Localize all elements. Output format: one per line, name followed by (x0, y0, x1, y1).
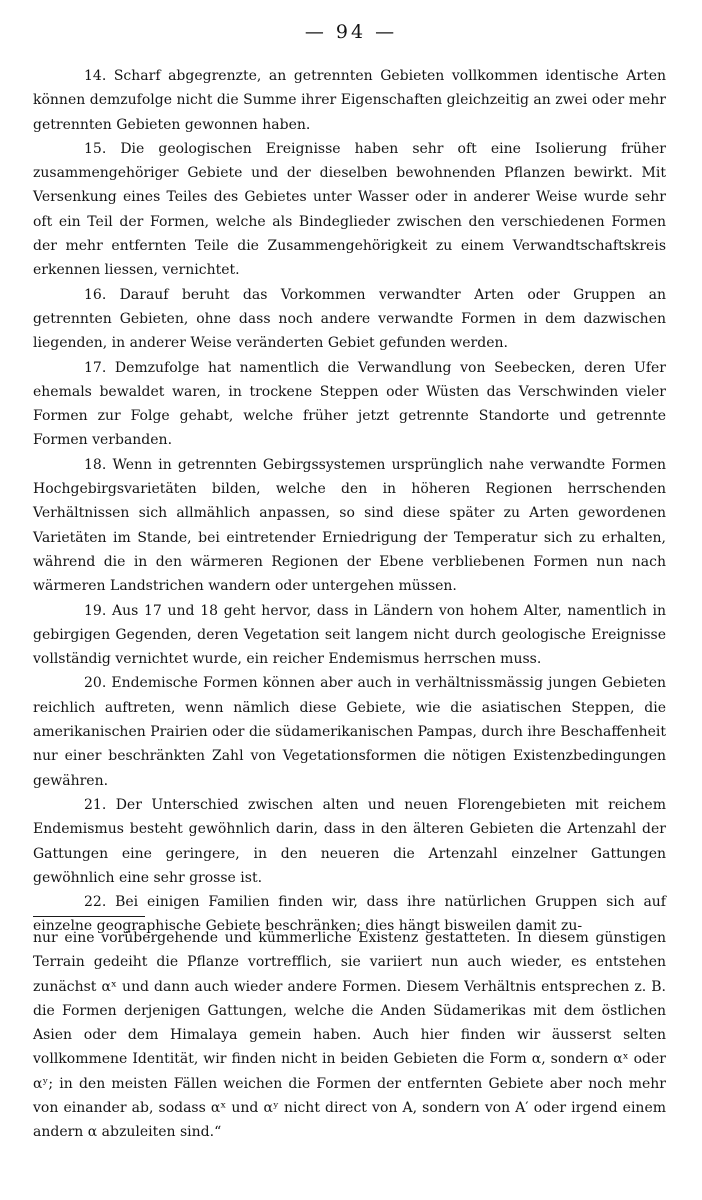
page-number: — 94 — (304, 21, 398, 43)
paragraph-22: 22. Bei einigen Familien finden wir, dass ihre natürlichen Gruppen sich auf einzelne geographische Gebiete beschränken; dies hängt bisweilen damit zu- (33, 894, 666, 935)
paragraph-21: 21. Der Unterschied zwischen alten und neuen Florengebieten mit reichem Endemismus besteht gewöhnlich darin, dass in den älteren Gebieten die Artenzahl der Gattungen eine geringere, in den neueren die Artenzahl einzelner Gattungen gewöhnlich eine sehr grosse ist. (33, 796, 666, 886)
main-text (33, 64, 666, 939)
paragraph-20: 20. Endemische Formen können aber auch in verhältnissmässig jungen Gebieten reichlich auftreten, wenn nämlich diese Gebiete, wie die asiatischen Steppen, die amerikanischen Prairien oder die südamerikanischen Pampas, durch ihre Beschaffenheit nur einer beschränkten Zahl von Vegetationsformen die nötigen Existenzbedingungen gewähren. (33, 675, 666, 789)
footnote-text: nur eine vorübergehende und kümmerliche Existenz gestatteten. In diesem günstigen Terrain gedeiht die Pflanze vortrefflich, sie variiert nun auch wieder, es entstehen zunächst αˣ und dann auch wieder andere Formen. Diesem Verhältnis entsprechen z. B. die Formen derjenigen Gattungen, welche die Anden Südamerikas mit dem östlichen Asien oder dem Himalaya gemein haben. Auch hier finden wir äusserst selten vollkommene Identität, wir finden nicht in beiden Gebieten die Form α, sondern αˣ oder αʸ; in den meisten Fällen weichen die Formen der entfernten Gebiete aber noch mehr von einander ab, sodass αˣ und αʸ nicht direct von A, sondern von A′ oder irgend einem andern α abzuleiten sind.“ (33, 930, 666, 1141)
paragraph-15: 15. Die geologischen Ereignisse haben sehr oft eine Isolierung früher zusammengehöriger Gebiete und der dieselben bewohnenden Pflanzen bewirkt. Mit Versenkung eines Teiles des Gebietes unter Wasser oder in anderer Weise wurde sehr oft ein Teil der Formen, welche als Bindeglieder zwischen den verschiedenen Formen der mehr entfernten Teile die Zusammengehörigkeit zu einem Verwandtschaftskreis erkennen liessen, vernichtet. (33, 140, 666, 279)
paragraph-19: 19. Aus 17 und 18 geht hervor, dass in Ländern von hohem Alter, namentlich in gebirgigen Gegenden, deren Vegetation seit langem nicht durch geologische Ereignisse vollständig vernichtet wurde, ein reicher Endemismus herrschen muss. (33, 602, 666, 668)
paragraph-17: 17. Demzufolge hat namentlich die Verwandlung von Seebecken, deren Ufer ehemals bewaldet waren, in trockene Steppen oder Wüsten das Verschwinden vieler Formen zur Folge gehabt, welche früher jetzt getrennte Standorte und getrennte Formen verbanden. (33, 359, 666, 449)
paragraph-14: 14. Scharf abgegrenzte, an getrennten Gebieten vollkommen identische Arten können demzufolge nicht die Summe ihrer Eigenschaften gleichzeitig an zwei oder mehr getrennten Gebieten gewonnen haben. (33, 68, 666, 133)
paragraph-18: 18. Wenn in getrennten Gebirgssystemen ursprünglich nahe verwandte Formen Hochgebirgsvarietäten bilden, welche den in höheren Regionen herrschenden Verhältnissen sich allmählich anpassen, so sind diese später zu Arten gewordenen Varietäten im Stande, bei eintretender Erniedrigung der Temperatur sich zu erhalten, während die in den wärmeren Regionen der Ebene verbliebenen Formen nun nach wärmeren Landstrichen wandern oder untergehen müssen. (33, 456, 666, 595)
paragraph-16: 16. Darauf beruht das Vorkommen verwandter Arten oder Gruppen an getrennten Gebieten, ohne dass noch andere verwandte Formen in dem dazwischen liegenden, in anderer Weise veränderten Gebiet gefunden werden. (33, 286, 666, 352)
footnote-divider (33, 916, 145, 917)
